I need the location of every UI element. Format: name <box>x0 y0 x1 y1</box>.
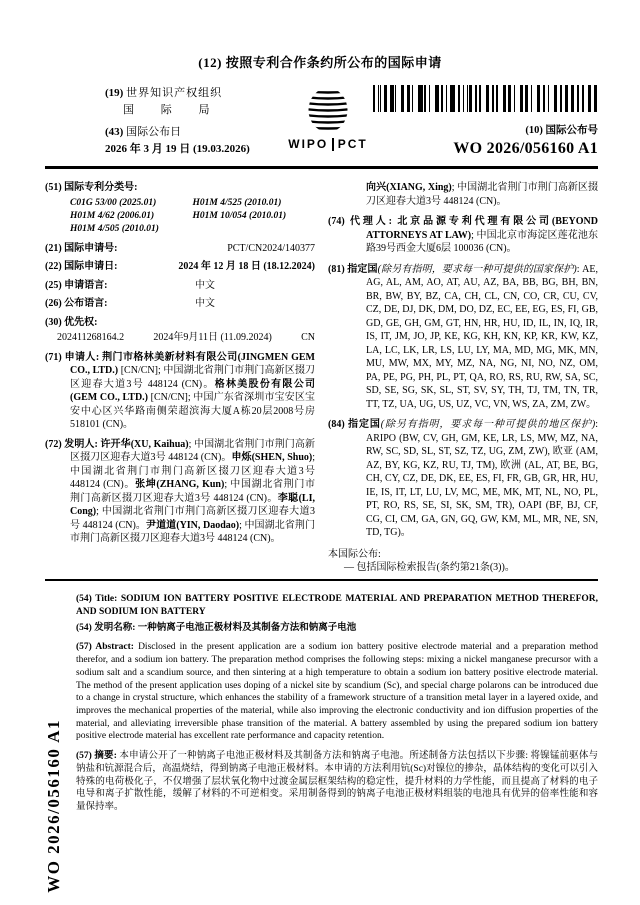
abstract-english-label: (57) Abstract: <box>76 642 134 653</box>
abstract-english <box>76 641 598 743</box>
field-designated-regions: (84) 指定国(除另有指明，要求每一种可提供的地区保护): ARIPO (BW, CV, GH, GM, KE, LR, LS, MW, MZ, NA, RW, SC, SD, SL, ST, SZ, TZ, UG, ZM, ZW), 欧亚 (AM, AZ, BY, KG, KZ, RU, TJ, TM), 欧洲 (AL, AT, BE, BG, CH, CY, CZ, DE, DK, EE, ES, FI, FR, GB, GR, HR, HU, IE, IS, IT, LT, LU, LV, MC, ME, MK, MT, NL, NO, PL, PT, RO, RS, SE, SI, SK, SM, TR), OAPI (BF, BJ, CF, CG, CI, CM, GA, GN, GQ, GW, KM, ML, MR, NE, SN, TD, TG)。 <box>328 419 598 539</box>
barcode-image <box>373 85 598 112</box>
publication-note-title: 本国际公布: <box>328 548 381 560</box>
ipc-code: C01G 53/00 (2025.01) <box>70 197 157 208</box>
publication-language-label: (26) 公布语言: <box>45 298 108 310</box>
publication-note-item: — 包括国际检索报告(条约第21条(3))。 <box>344 562 515 574</box>
field-applicants: (71) 申请人: 荆门市格林美新材料有限公司(JINGMEN GEM CO., LTD.) [CN/CN]; 中国湖北省荆门市荆门高新区掇刀区迎春大道3号 448124 (CN)。格林美股份有限公司(GEM CO., LTD.) [CN/CN]; 中国广东省深圳市宝安区宝安中心区兴华路南侧荣超滨海大厦A栋20层2008号房 518101 (CN)。 <box>45 351 315 431</box>
filing-date-label: (22) 国际申请日: <box>45 261 118 273</box>
title-english-text: SODIUM ION BATTERY POSITIVE ELECTRODE MATERIAL AND PREPARATION METHOD THEREFOR, AND SODIUM ION BATTERY <box>76 594 598 617</box>
filing-language-value: 中文 <box>195 279 215 291</box>
field-designated-states: (81) 指定国(除另有指明，要求每一种可提供的国家保护): AE, AG, AL, AM, AO, AT, AU, AZ, BA, BB, BG, BH, BN, BR, BW, BY, BZ, CA, CH, CL, CN, CO, CR, CU, CV, CZ, DE, DJ, DK, DM, DO, DZ, EC, EE, EG, ES, FI, GB, GD, GE, GH, GM, GT, HN, HR, HU, ID, IL, IN, IQ, IR, IS, IT, JM, JO, JP, KE, KG, KH, KN, KP, KR, KW, KZ, LA, LC, LK, LR, LS, LU, LY, MA, MD, MG, MK, MN, MU, MW, MX, MY, MZ, NA, NG, NI, NO, NZ, OM, PA, PE, PG, PH, PL, PT, QA, RO, RS, RU, RW, SA, SC, SD, SE, SG, SK, SL, ST, SV, SY, TH, TJ, TM, TN, TR, TT, TZ, UA, UG, US, UZ, VC, VN, WS, ZA, ZM, ZW。 <box>328 263 598 410</box>
title-english <box>76 593 598 618</box>
sidebar-publication-number: WO 2026/056160 A1 <box>44 719 63 893</box>
title-chinese-label: (54) 发明名称: <box>76 622 136 633</box>
international-bureau: 国 际 局 <box>123 104 222 117</box>
publication-number-label: (10) 国际公布号 <box>525 125 598 136</box>
wipo-globe-icon <box>307 87 349 133</box>
ipc-code: H01M 4/505 (2010.01) <box>70 224 159 235</box>
bibliographic-section <box>0 169 640 579</box>
wipo-logo <box>283 85 373 151</box>
filing-language-label: (25) 申请语言: <box>45 279 108 291</box>
ipc-codes <box>45 197 315 237</box>
ipc-code: H01M 4/62 (2006.01) <box>70 210 155 221</box>
filing-date-value: 2024 年 12 月 18 日 (18.12.2024) <box>178 261 315 273</box>
abstract-english-text: Disclosed in the present application are a sodium ion battery positive electrode material and a preparation method therefor, and a sodium ion battery. The preparation method comprises the following steps: mixing a nickel manganese precursor with a sodium salt and a scandium source, and then sintering at a high temperature to obtain a sodium ion battery positive electrode material. The method of the present application uses doping of a nickel site by scandium (Sc), and special charge polarons can be introduced due to a change in crystal structure, which enhances the stability of a framework structure of a transition metal layer in a layered oxide, and improves the mechanical properties of the material, while also improving the electronic conductivity and ion diffusion properties of the material, and alleviating irreversible phase transition of the material. A battery assembled by using the prepared sodium ion battery positive electrode material has excellent rate performance and capacity retention. <box>76 642 598 742</box>
title-abstract-section <box>0 581 640 814</box>
abstract-chinese-label: (57) 摘要: <box>76 751 117 762</box>
field-filing-language <box>45 279 315 293</box>
ipc-label: (51) 国际专利分类号: <box>45 182 138 194</box>
publication-language-value: 中文 <box>195 298 215 310</box>
publication-date-value: 2026 年 3 月 19 日 (19.03.2026) <box>105 143 250 156</box>
publication-date-code: (43) <box>105 126 124 139</box>
priority-number: 202411268164.2 <box>57 332 125 344</box>
abstract-chinese <box>76 750 598 814</box>
title-chinese <box>76 622 598 635</box>
wipo-pct-wordmark <box>288 137 368 151</box>
field-publication-note <box>328 548 598 575</box>
org-name: 世界知识产权组织 <box>126 87 223 99</box>
priority-date: 2024年9月11日 (11.09.2024) <box>153 332 272 344</box>
field-agent: (74) 代理人: 北京品源专利代理有限公司(BEYOND ATTORNEYS AT LAW); 中国北京市海淀区莲花池东路39号西金大厦6层 100036 (CN)。 <box>328 216 599 255</box>
org-code: (19) <box>105 87 124 99</box>
field-inventors: (72) 发明人: 许开华(XU, Kaihua); 中国湖北省荆门市荆门高新区掇刀区迎春大道3号 448124 (CN)。申烁(SHEN, Shuo); 中国湖北省荆门市荆门高新区掇刀区迎春大道3号 448124 (CN)。张坤(ZHANG, Kun); 中国湖北省荆门市荆门高新区掇刀区迎春大道3号 448124 (CN)。李聪(LI, Cong); 中国湖北省荆门市荆门高新区掇刀区迎春大道3号 448124 (CN)。尹道道(YIN, Daodao); 中国湖北省荆门市荆门高新区掇刀区迎春大道3号 448124 (CN)。 <box>45 438 316 545</box>
title-english-label: (54) Title: <box>76 594 118 605</box>
priority-entry <box>45 331 315 345</box>
header <box>0 71 640 158</box>
pct-publication-type: (12) 按照专利合作条约所公布的国际申请 <box>198 55 442 70</box>
field-application-number <box>45 242 315 256</box>
application-number-label: (21) 国际申请号: <box>45 242 118 254</box>
field-filing-date <box>45 260 315 274</box>
right-column <box>328 176 598 575</box>
field-priority <box>45 316 315 345</box>
publication-number-value: WO 2026/056160 A1 <box>453 140 598 157</box>
title-chinese-text: 一种钠离子电池正极材料及其制备方法和钠离子电池 <box>137 622 357 633</box>
publication-date-label <box>105 124 283 141</box>
field-inventors-continued: 向兴(XIANG, Xing); 中国湖北省荆门市荆门高新区掇刀区迎春大道3号 448124 (CN)。 <box>366 182 598 207</box>
wordmark-wipo: WIPO <box>288 137 329 151</box>
publication-date-caption: 国际公布日 <box>126 126 182 139</box>
ipc-code: H01M 4/525 (2010.01) <box>192 197 282 208</box>
priority-label: (30) 优先权: <box>45 316 98 328</box>
wordmark-divider <box>332 138 334 151</box>
wipo-org-block <box>105 85 283 158</box>
priority-country: CN <box>301 332 315 344</box>
org-line <box>105 85 283 102</box>
ipc-code: H01M 10/054 (2010.01) <box>192 210 287 221</box>
publication-number-block <box>373 85 598 158</box>
application-number-value: PCT/CN2024/140377 <box>227 242 315 254</box>
abstract-chinese-text: 本申请公开了一种钠离子电池正极材料及其制备方法和钠离子电池。所述制备方法包括以下步骤: 将镍锰前驱体与钠盐和钪源混合后，高温烧结，得到钠离子电池正极材料。本申请的方法利用钪(Sc)对镍位的掺杂，晶体结构的变化可以引入特殊的电荷极化子，不仅增强了层状氧化物中过渡金属层框架结构的稳定性，提升材料的力学性能，而且提高了材料的电子电导和离子扩散性能，缓解了材料的不可逆相变。采用制备得到的钠离子电池正极材料组装的电池具有优异的倍率性能和容量保持率。 <box>76 751 598 812</box>
field-ipc <box>45 181 315 236</box>
left-column <box>45 176 315 545</box>
field-publication-language <box>45 297 315 311</box>
wordmark-pct: PCT <box>337 137 368 151</box>
